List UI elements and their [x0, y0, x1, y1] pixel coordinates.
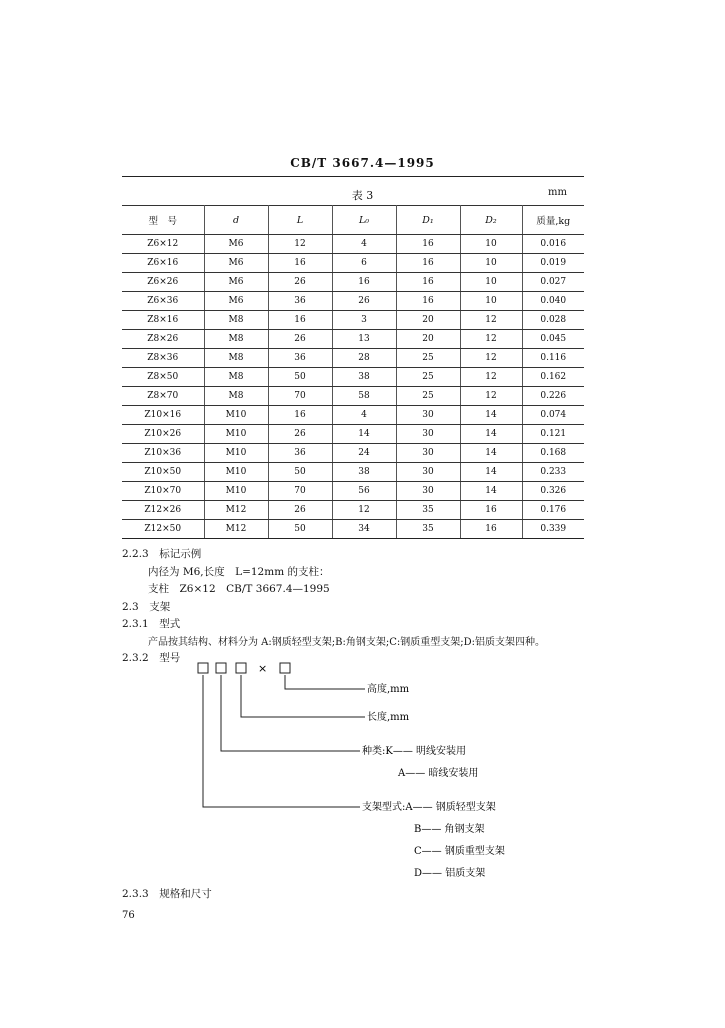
cell-l: 16 [268, 311, 332, 330]
cell-mass: 0.040 [522, 292, 584, 311]
cell-mass: 0.168 [522, 444, 584, 463]
cell-l0: 24 [332, 444, 396, 463]
cell-l0: 3 [332, 311, 396, 330]
cell-d2: 12 [460, 330, 522, 349]
label-type: 支架型式:A—— 钢质轻型支架 [362, 802, 496, 813]
cell-model: Z10×50 [122, 463, 204, 482]
cell-d1: 30 [396, 463, 460, 482]
cell-d2: 14 [460, 425, 522, 444]
label-kind: 种类:K—— 明线安装用 [362, 746, 467, 757]
label-type-c: C—— 钢质重型支架 [414, 846, 505, 857]
cell-l: 50 [268, 463, 332, 482]
cell-d: M6 [204, 254, 268, 273]
marking-example-code: 支柱 Z6×12 CB/T 3667.4—1995 [148, 583, 330, 595]
cell-d: M8 [204, 368, 268, 387]
col-header-d: d [204, 206, 268, 235]
cell-l: 36 [268, 444, 332, 463]
col-header-model: 型 号 [122, 206, 204, 235]
cell-l0: 4 [332, 235, 396, 254]
cell-model: Z6×16 [122, 254, 204, 273]
cell-model: Z10×26 [122, 425, 204, 444]
cell-l0: 26 [332, 292, 396, 311]
cell-d: M6 [204, 273, 268, 292]
cell-d: M10 [204, 463, 268, 482]
cell-d1: 30 [396, 425, 460, 444]
cell-l0: 16 [332, 273, 396, 292]
col-header-l0: L₀ [332, 206, 396, 235]
cell-l0: 56 [332, 482, 396, 501]
cell-l: 12 [268, 235, 332, 254]
cell-d: M10 [204, 444, 268, 463]
cell-d1: 16 [396, 235, 460, 254]
cell-l: 26 [268, 501, 332, 520]
cell-d2: 10 [460, 292, 522, 311]
leader-height [285, 675, 365, 689]
code-box-kind [216, 663, 226, 673]
cell-l0: 34 [332, 520, 396, 539]
heading-2-3-1: 2.3.1 型式 [122, 618, 181, 630]
table-title: 表 3 [351, 189, 374, 202]
heading-2-2-3: 2.2.3 标记示例 [122, 548, 202, 560]
col-header-d1: D₁ [396, 206, 460, 235]
cell-d1: 20 [396, 311, 460, 330]
cell-mass: 0.162 [522, 368, 584, 387]
cell-d1: 16 [396, 292, 460, 311]
col-header-l: L [268, 206, 332, 235]
leader-type [203, 675, 360, 807]
cell-mass: 0.116 [522, 349, 584, 368]
leader-kind [221, 675, 360, 751]
cell-model: Z10×36 [122, 444, 204, 463]
cell-l0: 38 [332, 368, 396, 387]
cell-d2: 10 [460, 235, 522, 254]
cell-d2: 10 [460, 273, 522, 292]
code-box-length [236, 663, 246, 673]
cell-d1: 25 [396, 349, 460, 368]
cell-model: Z6×26 [122, 273, 204, 292]
cell-d1: 35 [396, 520, 460, 539]
cell-l: 50 [268, 520, 332, 539]
cell-d1: 30 [396, 406, 460, 425]
cell-d2: 12 [460, 349, 522, 368]
cell-l0: 4 [332, 406, 396, 425]
cell-d2: 16 [460, 501, 522, 520]
standard-number: CB/T 3667.4—1995 [290, 156, 435, 170]
cell-d: M8 [204, 349, 268, 368]
cell-mass: 0.339 [522, 520, 584, 539]
cell-l0: 12 [332, 501, 396, 520]
cell-model: Z8×36 [122, 349, 204, 368]
heading-2-3: 2.3 支架 [122, 601, 171, 613]
col-header-d2: D₂ [460, 206, 522, 235]
cell-l: 26 [268, 273, 332, 292]
code-box-type [198, 663, 208, 673]
cell-d1: 30 [396, 482, 460, 501]
cell-mass: 0.176 [522, 501, 584, 520]
cell-d2: 14 [460, 482, 522, 501]
code-box-height [280, 663, 290, 673]
cell-d2: 10 [460, 254, 522, 273]
cell-model: Z8×16 [122, 311, 204, 330]
cell-l: 26 [268, 425, 332, 444]
heading-2-3-2: 2.3.2 型号 [122, 652, 181, 664]
cell-l0: 38 [332, 463, 396, 482]
cell-d1: 35 [396, 501, 460, 520]
cell-l: 70 [268, 482, 332, 501]
cell-l0: 13 [332, 330, 396, 349]
cell-model: Z10×16 [122, 406, 204, 425]
cell-l0: 14 [332, 425, 396, 444]
cell-l0: 58 [332, 387, 396, 406]
cell-d2: 16 [460, 520, 522, 539]
cell-model: Z10×70 [122, 482, 204, 501]
label-height: 高度,mm [367, 684, 410, 695]
label-length: 长度,mm [367, 712, 410, 723]
cell-d: M8 [204, 330, 268, 349]
page-number: 76 [122, 910, 135, 921]
cell-model: Z12×26 [122, 501, 204, 520]
cell-d: M12 [204, 501, 268, 520]
cell-mass: 0.326 [522, 482, 584, 501]
cell-l: 70 [268, 387, 332, 406]
type-description: 产品按其结构、材料分为 A:钢质轻型支架;B:角钢支架;C:钢质重型支架;D:铝质支架四种。 [148, 637, 546, 648]
cell-model: Z6×36 [122, 292, 204, 311]
table-unit: mm [548, 187, 567, 198]
heading-2-3-3: 2.3.3 规格和尺寸 [122, 888, 212, 900]
col-header-mass: 质量,kg [522, 206, 584, 235]
cell-d2: 14 [460, 444, 522, 463]
cell-mass: 0.027 [522, 273, 584, 292]
cell-mass: 0.019 [522, 254, 584, 273]
cell-d: M6 [204, 292, 268, 311]
cell-d1: 25 [396, 387, 460, 406]
cell-mass: 0.028 [522, 311, 584, 330]
cell-model: Z8×50 [122, 368, 204, 387]
label-type-d: D—— 铝质支架 [414, 868, 486, 879]
cell-mass: 0.074 [522, 406, 584, 425]
label-type-b: B—— 角钢支架 [414, 824, 485, 835]
cell-d1: 16 [396, 273, 460, 292]
cell-d: M10 [204, 406, 268, 425]
cell-model: Z6×12 [122, 235, 204, 254]
cell-model: Z12×50 [122, 520, 204, 539]
cell-model: Z8×70 [122, 387, 204, 406]
cell-model: Z8×26 [122, 330, 204, 349]
leader-length [241, 675, 365, 717]
marking-example-desc: 内径为 M6,长度 L=12mm 的支柱： [148, 566, 330, 578]
cell-l: 36 [268, 292, 332, 311]
cell-l0: 28 [332, 349, 396, 368]
cell-d1: 30 [396, 444, 460, 463]
cell-d2: 14 [460, 463, 522, 482]
cell-d2: 12 [460, 387, 522, 406]
cell-l: 36 [268, 349, 332, 368]
cell-l: 16 [268, 254, 332, 273]
cell-d1: 20 [396, 330, 460, 349]
cell-l: 50 [268, 368, 332, 387]
cell-d: M8 [204, 387, 268, 406]
cell-d2: 14 [460, 406, 522, 425]
cell-mass: 0.045 [522, 330, 584, 349]
cell-d: M10 [204, 425, 268, 444]
cell-l0: 6 [332, 254, 396, 273]
cell-l: 16 [268, 406, 332, 425]
cell-d2: 12 [460, 368, 522, 387]
label-kind-a: A—— 暗线安装用 [398, 768, 479, 779]
cell-d: M6 [204, 235, 268, 254]
cell-d: M8 [204, 311, 268, 330]
cell-mass: 0.233 [522, 463, 584, 482]
times-sign: × [258, 662, 268, 675]
cell-d: M12 [204, 520, 268, 539]
cell-mass: 0.226 [522, 387, 584, 406]
cell-d1: 25 [396, 368, 460, 387]
cell-mass: 0.016 [522, 235, 584, 254]
cell-l: 26 [268, 330, 332, 349]
cell-mass: 0.121 [522, 425, 584, 444]
cell-d: M10 [204, 482, 268, 501]
cell-d1: 16 [396, 254, 460, 273]
cell-d2: 12 [460, 311, 522, 330]
